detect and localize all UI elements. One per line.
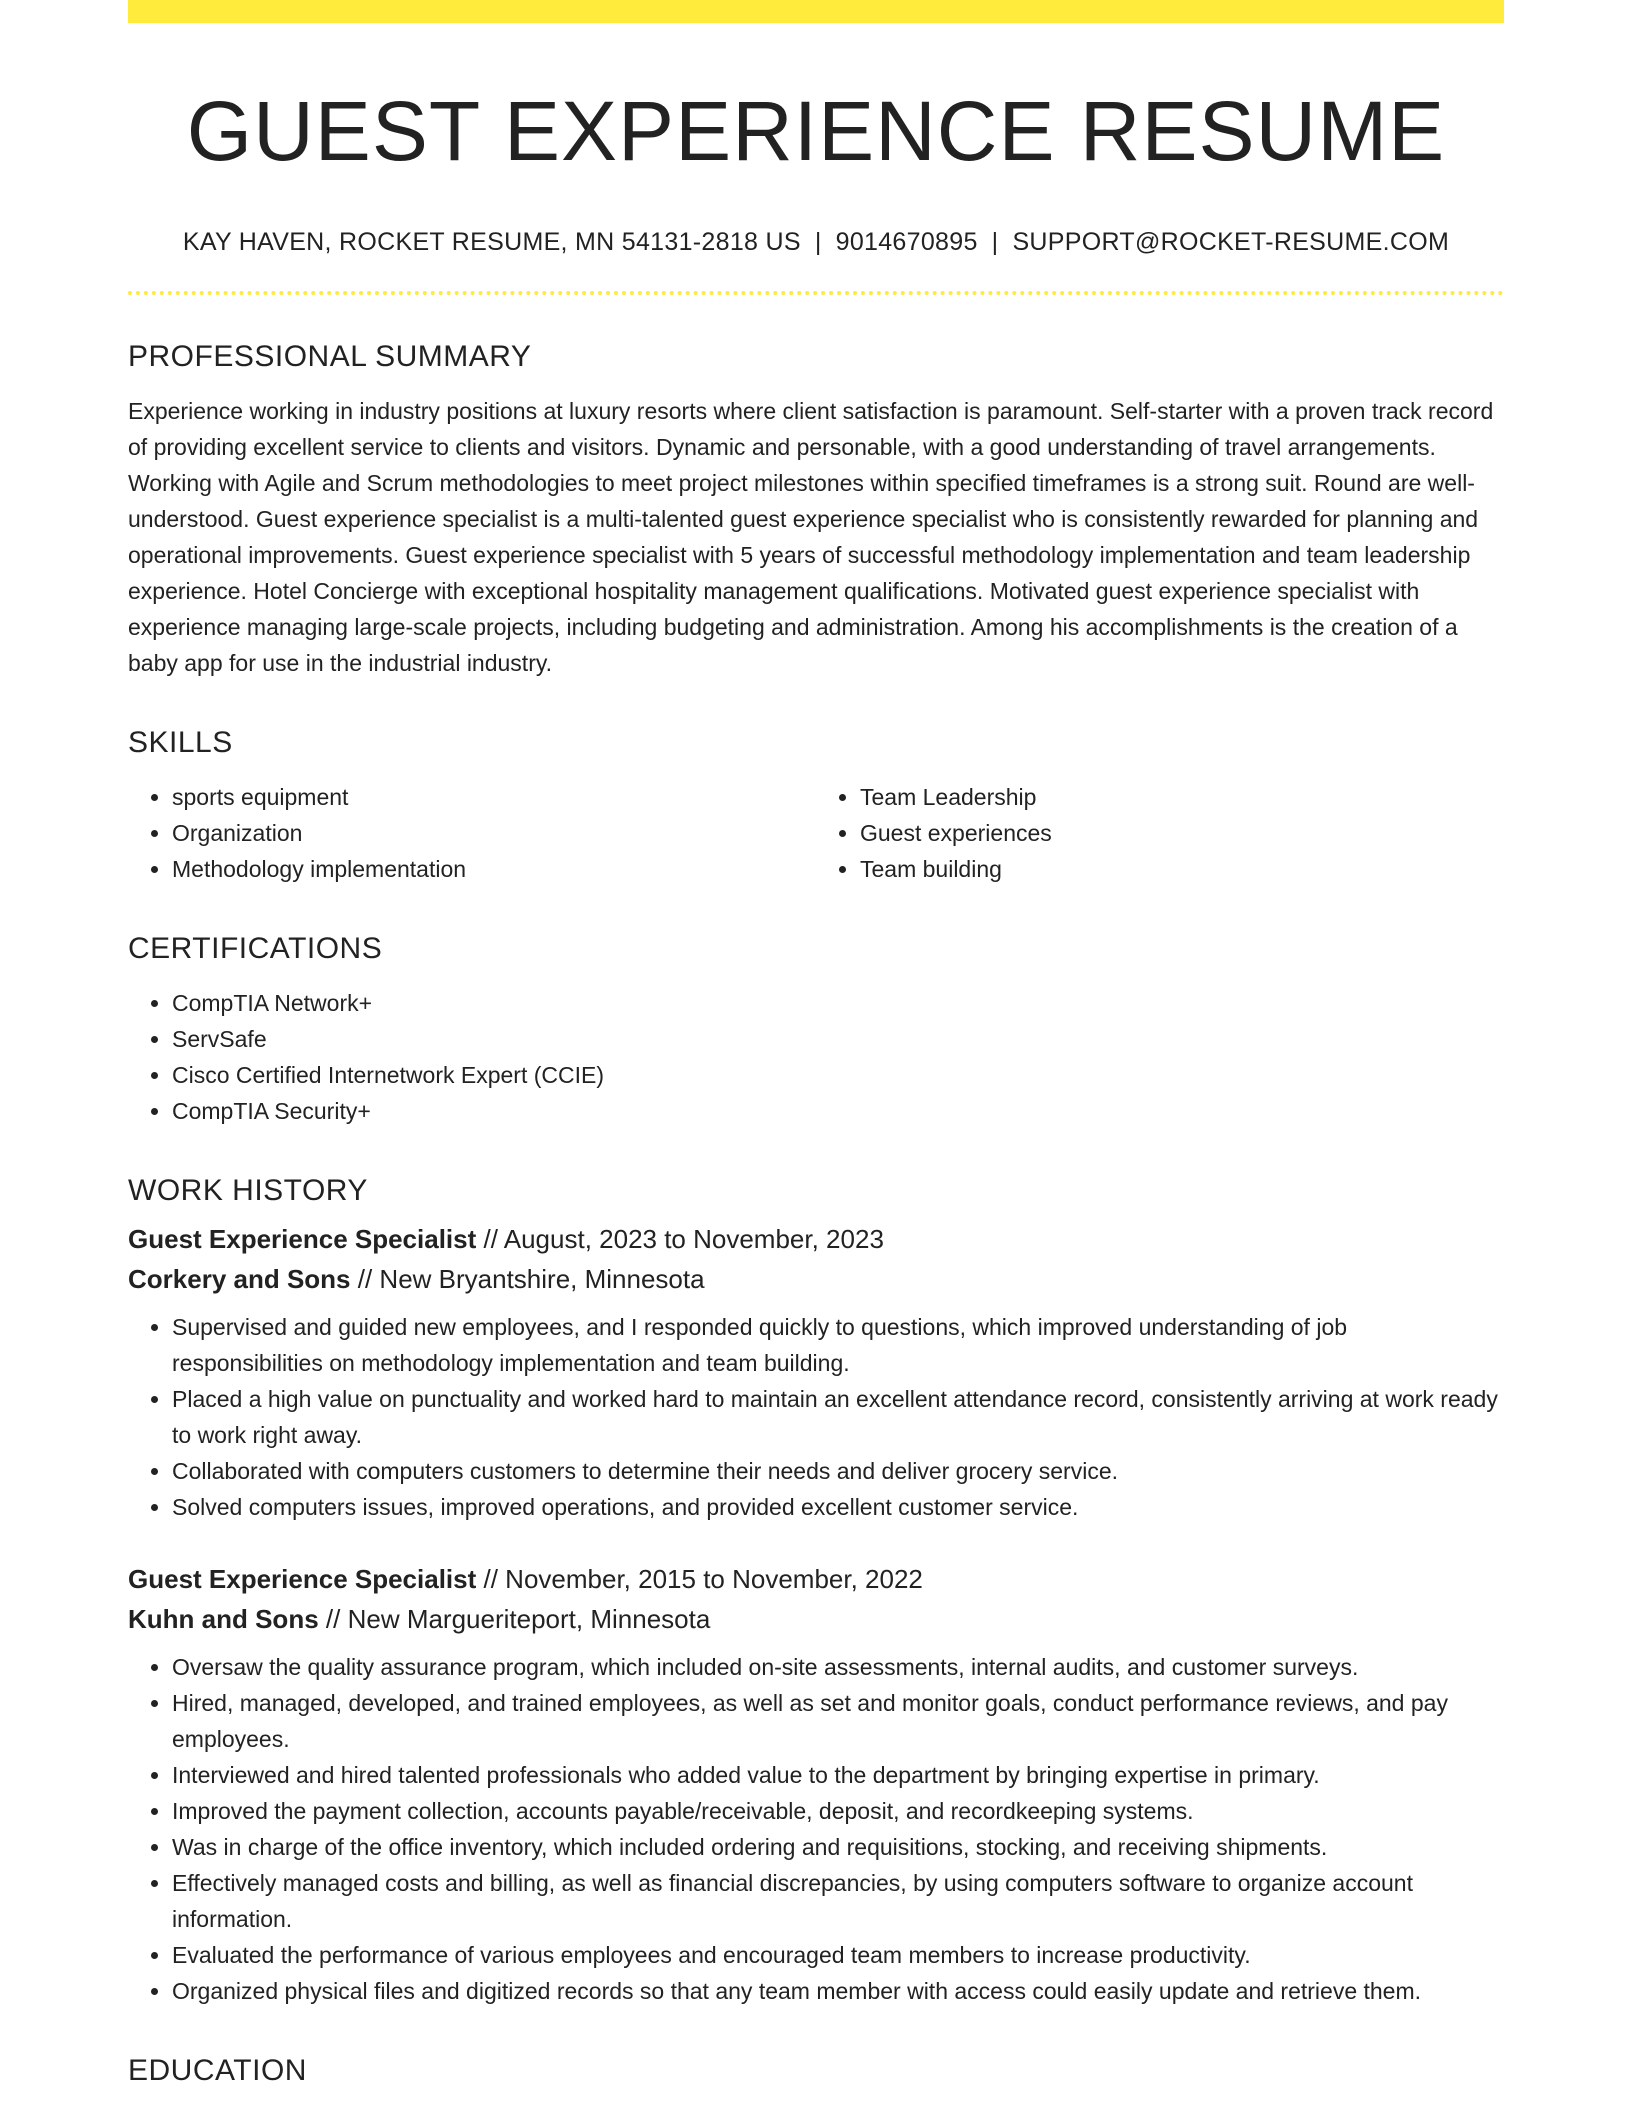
- skills-column-left: [128, 779, 816, 887]
- skills-list: [128, 779, 1504, 887]
- job-dates: // August, 2023 to November, 2023: [483, 1223, 884, 1254]
- job-company: Kuhn and Sons: [128, 1603, 319, 1634]
- section-title-skills: SKILLS: [128, 725, 233, 759]
- job-bullet: • Effectively managed costs and billing, as well as financial discrepancies, by using computers software to organize account information.: [172, 1865, 1504, 1937]
- job-bullet: • Hired, managed, developed, and trained employees, as well as set and monitor goals, conduct performance reviews, and pay employees.: [172, 1685, 1504, 1757]
- contact-address: KAY HAVEN, ROCKET RESUME, MN 54131-2818 US: [182, 227, 801, 256]
- summary-text: Experience working in industry positions at luxury resorts where client satisfaction is paramount. Self-starter with a proven track record of providing excellent service to clients and visitors. Dynamic and personable, with a good understanding of travel arrangements. Working with Agile and Scrum methodologies to meet project milestones within specified timeframes is a strong suit. Round are well-understood. Guest experience specialist is a multi-talented guest experience specialist who is consistently rewarded for planning and operational improvements. Guest experience specialist with 5 years of successful methodology implementation and team leadership experience. Hotel Concierge with exceptional hospitality management qualifications. Motivated guest experience specialist with experience managing large-scale projects, including budgeting and administration. Among his accomplishments is the creation of a baby app for use in the industrial industry.: [128, 397, 1494, 676]
- contact-separator: |: [991, 227, 999, 256]
- job-bullet: • Evaluated the performance of various employees and encouraged team members to increase productivity.: [172, 1937, 1504, 1973]
- certification-item: • CompTIA Security+: [172, 1093, 1504, 1129]
- accent-bar: [128, 0, 1504, 23]
- job-dates: // November, 2015 to November, 2022: [483, 1563, 923, 1594]
- job-bullet: • Interviewed and hired talented professionals who added value to the department by bringing expertise in primary.: [172, 1757, 1504, 1793]
- job-bullet: • Solved computers issues, improved operations, and provided excellent customer service.: [172, 1489, 1504, 1525]
- certification-item: • ServSafe: [172, 1021, 1504, 1057]
- page-title: GUEST EXPERIENCE RESUME: [186, 84, 1446, 178]
- job-title-line: [128, 1219, 1504, 1259]
- job-bullet: • Collaborated with computers customers to determine their needs and deliver grocery service.: [172, 1453, 1504, 1489]
- job-bullets: [128, 1309, 1504, 1525]
- job-bullet: • Organized physical files and digitized records so that any team member with access could easily update and retrieve them.: [172, 1973, 1504, 2009]
- job-company-line: [128, 1259, 1504, 1299]
- job-bullet: • Was in charge of the office inventory, which included ordering and requisitions, stocking, and receiving shipments.: [172, 1829, 1504, 1865]
- job-location: // New Bryantshire, Minnesota: [357, 1263, 705, 1294]
- resume-page: [128, 0, 1504, 2107]
- job-entry: [128, 1219, 1504, 1525]
- job-entry: [128, 1559, 1504, 2009]
- section-title-summary: PROFESSIONAL SUMMARY: [128, 339, 532, 373]
- job-company: Corkery and Sons: [128, 1263, 351, 1294]
- certifications-list: [128, 985, 1504, 1129]
- skill-item: • Methodology implementation: [172, 851, 816, 887]
- job-company-line: [128, 1599, 1504, 1639]
- skill-item: • Guest experiences: [860, 815, 1504, 851]
- section-title-education: EDUCATION: [128, 2053, 307, 2087]
- job-bullet: • Supervised and guided new employees, and I responded quickly to questions, which improved understanding of job responsibilities on methodology implementation and team building.: [172, 1309, 1504, 1381]
- skill-item: • Team building: [860, 851, 1504, 887]
- job-bullets: [128, 1649, 1504, 2009]
- dotted-divider: [128, 291, 1504, 295]
- skill-item: • Team Leadership: [860, 779, 1504, 815]
- contact-phone: 9014670895: [835, 227, 978, 256]
- skill-item: • sports equipment: [172, 779, 816, 815]
- job-bullet: • Placed a high value on punctuality and worked hard to maintain an excellent attendance record, consistently arriving at work ready to work right away.: [172, 1381, 1504, 1453]
- job-bullet: • Improved the payment collection, accounts payable/receivable, deposit, and recordkeeping systems.: [172, 1793, 1504, 1829]
- certification-item: • CompTIA Network+: [172, 985, 1504, 1021]
- job-bullet: • Oversaw the quality assurance program, which included on-site assessments, internal audits, and customer surveys.: [172, 1649, 1504, 1685]
- certification-item: • Cisco Certified Internetwork Expert (CCIE): [172, 1057, 1504, 1093]
- job-title: Guest Experience Specialist: [128, 1223, 477, 1254]
- skill-item: • Organization: [172, 815, 816, 851]
- section-title-work-history: WORK HISTORY: [128, 1173, 368, 1207]
- contact-separator: |: [814, 227, 822, 256]
- section-title-certifications: CERTIFICATIONS: [128, 931, 383, 965]
- contact-line: [128, 228, 1504, 257]
- contact-email: SUPPORT@ROCKET-RESUME.COM: [1012, 227, 1450, 256]
- job-title-line: [128, 1559, 1504, 1599]
- skills-column-right: [816, 779, 1504, 887]
- job-location: // New Margueriteport, Minnesota: [325, 1603, 711, 1634]
- job-title: Guest Experience Specialist: [128, 1563, 477, 1594]
